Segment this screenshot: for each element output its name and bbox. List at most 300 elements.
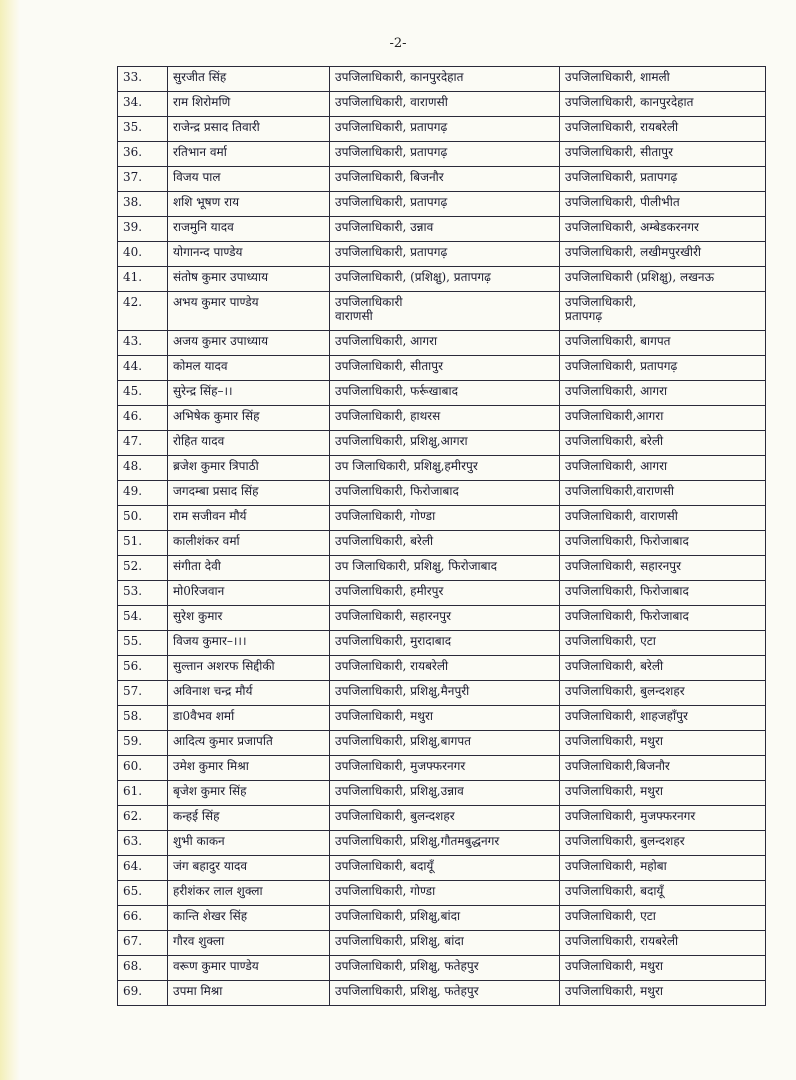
current-posting-cell	[330, 167, 560, 192]
new-posting-cell-text: उपजिलाधिकारी, बागपत	[565, 334, 671, 348]
officer-name-cell-text: कालीशंकर वर्मा	[173, 534, 240, 548]
serial-number-cell	[118, 631, 168, 656]
current-posting-cell	[330, 981, 560, 1006]
new-posting-cell-text: उपजिलाधिकारी, बरेली	[565, 659, 664, 673]
officer-name-cell	[168, 981, 330, 1006]
current-posting-cell-text: उपजिलाधिकारी, बिजनौर	[335, 170, 444, 184]
current-posting-cell-text: उपजिलाधिकारी, हमीरपुर	[335, 584, 444, 598]
serial-number-cell	[118, 581, 168, 606]
new-posting-cell-text: उपजिलाधिकारी, प्रतापगढ़	[565, 359, 678, 373]
table-row	[118, 781, 766, 806]
new-posting-cell-text: उपजिलाधिकारी, प्रतापगढ़	[565, 170, 678, 184]
new-posting-cell-text: उपजिलाधिकारी, सहारनपुर	[565, 559, 681, 573]
officer-name-cell-text: अजय कुमार उपाध्याय	[173, 334, 269, 348]
new-posting-cell	[560, 356, 766, 381]
current-posting-cell-text: उपजिलाधिकारी, बदायूँ	[335, 859, 434, 873]
serial-number-cell	[118, 606, 168, 631]
serial-number-cell-text: 36.	[123, 145, 143, 159]
current-posting-cell-text: उपजिलाधिकारी, मुजफ्फरनगर	[335, 759, 466, 773]
table-row	[118, 706, 766, 731]
current-posting-cell	[330, 431, 560, 456]
table-row	[118, 506, 766, 531]
officer-name-cell-text: अविनाश चन्द्र मौर्य	[173, 684, 253, 698]
new-posting-cell-text-line2: प्रतापगढ़	[565, 309, 603, 323]
table-row	[118, 481, 766, 506]
officer-name-cell	[168, 481, 330, 506]
officer-name-cell	[168, 142, 330, 167]
officer-name-cell	[168, 531, 330, 556]
officer-name-cell	[168, 192, 330, 217]
officer-name-cell	[168, 831, 330, 856]
current-posting-cell-text: उपजिलाधिकारी, फिरोजाबाद	[335, 484, 459, 498]
table-row	[118, 956, 766, 981]
table-row	[118, 531, 766, 556]
current-posting-cell	[330, 531, 560, 556]
new-posting-cell	[560, 606, 766, 631]
serial-number-cell-text: 38.	[123, 195, 143, 209]
officer-name-cell-text: बृजेश कुमार सिंह	[173, 784, 247, 798]
officer-name-cell-text: मो0रिजवान	[173, 584, 225, 598]
new-posting-cell	[560, 956, 766, 981]
serial-number-cell	[118, 167, 168, 192]
officer-name-cell	[168, 881, 330, 906]
officer-name-cell	[168, 92, 330, 117]
serial-number-cell-text: 49.	[123, 484, 143, 498]
current-posting-cell-text: उपजिलाधिकारी, प्रतापगढ़	[335, 245, 448, 259]
current-posting-cell-text: उपजिलाधिकारी, रायबरेली	[335, 659, 449, 673]
table-row	[118, 117, 766, 142]
new-posting-cell-text: उपजिलाधिकारी, बदायूँ	[565, 884, 664, 898]
serial-number-cell-text: 48.	[123, 459, 143, 473]
officer-name-cell-text: रोहित यादव	[173, 434, 225, 448]
table-row	[118, 142, 766, 167]
table-row	[118, 556, 766, 581]
new-posting-cell-text: उपजिलाधिकारी, फिरोजाबाद	[565, 534, 689, 548]
table-row	[118, 331, 766, 356]
officer-name-cell	[168, 67, 330, 92]
new-posting-cell	[560, 481, 766, 506]
serial-number-cell	[118, 267, 168, 292]
current-posting-cell	[330, 192, 560, 217]
current-posting-cell	[330, 117, 560, 142]
officer-name-cell-text: उपमा मिश्रा	[173, 984, 223, 998]
new-posting-cell-text: उपजिलाधिकारी, सीतापुर	[565, 145, 673, 159]
officer-name-cell	[168, 606, 330, 631]
current-posting-cell-text: उपजिलाधिकारी, प्रशिक्षु,बांदा	[335, 909, 461, 923]
current-posting-cell-text: उप जिलाधिकारी, प्रशिक्षु, फिरोजाबाद	[335, 559, 497, 573]
officer-name-cell-text: कन्हई सिंह	[173, 809, 220, 823]
table-row	[118, 756, 766, 781]
table-row	[118, 242, 766, 267]
officer-name-cell-text: उमेश कुमार मिश्रा	[173, 759, 249, 773]
serial-number-cell-text: 58.	[123, 709, 143, 723]
current-posting-cell-text: उपजिलाधिकारी, सीतापुर	[335, 359, 443, 373]
current-posting-cell	[330, 731, 560, 756]
new-posting-cell	[560, 292, 766, 331]
serial-number-cell-text: 69.	[123, 984, 143, 998]
serial-number-cell-text: 65.	[123, 884, 143, 898]
table-row	[118, 931, 766, 956]
current-posting-cell	[330, 931, 560, 956]
serial-number-cell	[118, 481, 168, 506]
serial-number-cell	[118, 731, 168, 756]
current-posting-cell	[330, 681, 560, 706]
current-posting-cell-text: उपजिलाधिकारी, प्रशिक्षु,उन्नाव	[335, 784, 464, 798]
new-posting-cell-text: उपजिलाधिकारी, कानपुरदेहात	[565, 95, 694, 109]
current-posting-cell	[330, 67, 560, 92]
serial-number-cell-text: 68.	[123, 959, 143, 973]
table-row	[118, 406, 766, 431]
current-posting-cell-text: उप जिलाधिकारी, प्रशिक्षु,हमीरपुर	[335, 459, 478, 473]
officer-name-cell-text: संतोष कुमार उपाध्याय	[173, 270, 269, 284]
current-posting-cell	[330, 481, 560, 506]
officer-name-cell-text: गौरव शुक्ला	[173, 934, 225, 948]
officer-name-cell	[168, 756, 330, 781]
serial-number-cell-text: 59.	[123, 734, 143, 748]
serial-number-cell	[118, 831, 168, 856]
serial-number-cell	[118, 656, 168, 681]
current-posting-cell-text: उपजिलाधिकारी, मुरादाबाद	[335, 634, 452, 648]
serial-number-cell-text: 55.	[123, 634, 143, 648]
officer-name-cell	[168, 656, 330, 681]
officer-name-cell	[168, 906, 330, 931]
current-posting-cell	[330, 806, 560, 831]
serial-number-cell	[118, 381, 168, 406]
new-posting-cell	[560, 217, 766, 242]
officer-name-cell	[168, 856, 330, 881]
serial-number-cell-text: 54.	[123, 609, 143, 623]
serial-number-cell	[118, 931, 168, 956]
current-posting-cell	[330, 267, 560, 292]
current-posting-cell-text: उपजिलाधिकारी, (प्रशिक्षु), प्रतापगढ़	[335, 270, 491, 284]
current-posting-cell	[330, 706, 560, 731]
new-posting-cell	[560, 531, 766, 556]
new-posting-cell	[560, 556, 766, 581]
serial-number-cell-text: 66.	[123, 909, 143, 923]
new-posting-cell	[560, 67, 766, 92]
table-row	[118, 606, 766, 631]
current-posting-cell-text: उपजिलाधिकारी, कानपुरदेहात	[335, 70, 464, 84]
serial-number-cell-text: 47.	[123, 434, 143, 448]
new-posting-cell	[560, 331, 766, 356]
new-posting-cell-text: उपजिलाधिकारी, मथुरा	[565, 984, 663, 998]
new-posting-cell-text: उपजिलाधिकारी,वाराणसी	[565, 484, 674, 498]
new-posting-cell	[560, 192, 766, 217]
serial-number-cell-text: 67.	[123, 934, 143, 948]
serial-number-cell	[118, 242, 168, 267]
new-posting-cell-text: उपजिलाधिकारी, शाहजहाँपुर	[565, 709, 688, 723]
current-posting-cell	[330, 381, 560, 406]
serial-number-cell-text: 61.	[123, 784, 143, 798]
new-posting-cell	[560, 631, 766, 656]
officer-name-cell	[168, 331, 330, 356]
current-posting-cell	[330, 331, 560, 356]
officer-name-cell	[168, 217, 330, 242]
officer-name-cell	[168, 631, 330, 656]
serial-number-cell-text: 45.	[123, 384, 143, 398]
serial-number-cell-text: 46.	[123, 409, 143, 423]
officer-name-cell-text: जंग बहादुर यादव	[173, 859, 248, 873]
new-posting-cell-text: उपजिलाधिकारी, वाराणसी	[565, 509, 678, 523]
new-posting-cell	[560, 242, 766, 267]
new-posting-cell-text: उपजिलाधिकारी, रायबरेली	[565, 120, 679, 134]
officer-name-cell-text: विजय पाल	[173, 170, 221, 184]
serial-number-cell-text: 62.	[123, 809, 143, 823]
serial-number-cell	[118, 556, 168, 581]
current-posting-cell-text-line2: वाराणसी	[335, 309, 373, 323]
officer-name-cell	[168, 431, 330, 456]
serial-number-cell-text: 51.	[123, 534, 143, 548]
officer-name-cell-text: सुरेन्द्र सिंह–।।	[173, 384, 233, 398]
serial-number-cell	[118, 67, 168, 92]
serial-number-cell	[118, 531, 168, 556]
officer-name-cell	[168, 117, 330, 142]
current-posting-cell-text: उपजिलाधिकारी, सहारनपुर	[335, 609, 451, 623]
new-posting-cell-text: उपजिलाधिकारी, आगरा	[565, 384, 668, 398]
new-posting-cell-text: उपजिलाधिकारी, पीलीभीत	[565, 195, 680, 209]
officer-name-cell	[168, 267, 330, 292]
serial-number-cell	[118, 856, 168, 881]
current-posting-cell-text: उपजिलाधिकारी, प्रशिक्षु,मैनपुरी	[335, 684, 470, 698]
table-row	[118, 906, 766, 931]
current-posting-cell-text: उपजिलाधिकारी, गोण्डा	[335, 509, 436, 523]
officer-name-cell-text: सुल्तान अशरफ सिद्दीकी	[173, 659, 275, 673]
officer-name-cell-text: सुरेश कुमार	[173, 609, 223, 623]
table-row	[118, 67, 766, 92]
new-posting-cell	[560, 167, 766, 192]
serial-number-cell	[118, 431, 168, 456]
serial-number-cell	[118, 756, 168, 781]
table-row	[118, 981, 766, 1006]
current-posting-cell-text: उपजिलाधिकारी, वाराणसी	[335, 95, 448, 109]
new-posting-cell	[560, 881, 766, 906]
current-posting-cell-text: उपजिलाधिकारी, प्रशिक्षु, बांदा	[335, 934, 464, 948]
serial-number-cell-text: 50.	[123, 509, 143, 523]
serial-number-cell	[118, 981, 168, 1006]
new-posting-cell-text: उपजिलाधिकारी, मथुरा	[565, 784, 663, 798]
new-posting-cell-text: उपजिलाधिकारी, फिरोजाबाद	[565, 609, 689, 623]
new-posting-cell-text: उपजिलाधिकारी, बुलन्दशहर	[565, 834, 685, 848]
serial-number-cell-text: 52.	[123, 559, 143, 573]
officer-name-cell-text: राजमुनि यादव	[173, 220, 234, 234]
page-edge-shading	[0, 0, 20, 1080]
transfer-table	[117, 66, 766, 1006]
officer-name-cell-text: अभय कुमार पाण्डेय	[173, 295, 259, 309]
new-posting-cell	[560, 92, 766, 117]
officer-name-cell-text: शशि भूषण राय	[173, 195, 240, 209]
serial-number-cell-text: 33.	[123, 70, 143, 84]
new-posting-cell	[560, 856, 766, 881]
officer-name-cell-text: संगीता देवी	[173, 559, 221, 573]
table-row	[118, 167, 766, 192]
current-posting-cell-text: उपजिलाधिकारी, प्रशिक्षु,बागपत	[335, 734, 471, 748]
current-posting-cell	[330, 506, 560, 531]
table-row	[118, 456, 766, 481]
current-posting-cell	[330, 856, 560, 881]
new-posting-cell	[560, 706, 766, 731]
serial-number-cell	[118, 456, 168, 481]
current-posting-cell	[330, 217, 560, 242]
officer-name-cell	[168, 956, 330, 981]
current-posting-cell-text: उपजिलाधिकारी, उन्नाव	[335, 220, 434, 234]
current-posting-cell	[330, 781, 560, 806]
new-posting-cell	[560, 806, 766, 831]
new-posting-cell-text: उपजिलाधिकारी, बुलन्दशहर	[565, 684, 685, 698]
current-posting-cell-text: उपजिलाधिकारी, गोण्डा	[335, 884, 436, 898]
current-posting-cell	[330, 581, 560, 606]
officer-name-cell	[168, 456, 330, 481]
table-row	[118, 881, 766, 906]
serial-number-cell	[118, 142, 168, 167]
current-posting-cell	[330, 406, 560, 431]
new-posting-cell	[560, 831, 766, 856]
new-posting-cell	[560, 756, 766, 781]
serial-number-cell	[118, 217, 168, 242]
officer-name-cell-text: कान्ति शेखर सिंह	[173, 909, 248, 923]
new-posting-cell	[560, 656, 766, 681]
new-posting-cell-text: उपजिलाधिकारी, एटा	[565, 634, 656, 648]
officer-name-cell-text: रतिभान वर्मा	[173, 145, 227, 159]
current-posting-cell-text: उपजिलाधिकारी, हाथरस	[335, 409, 441, 423]
current-posting-cell-text: उपजिलाधिकारी, प्रतापगढ़	[335, 120, 448, 134]
transfer-table-body	[118, 67, 766, 1006]
new-posting-cell	[560, 931, 766, 956]
serial-number-cell	[118, 956, 168, 981]
officer-name-cell	[168, 731, 330, 756]
officer-name-cell-text: राजेन्द्र प्रसाद तिवारी	[173, 120, 260, 134]
officer-name-cell-text: हरीशंकर लाल शुक्ला	[173, 884, 263, 898]
new-posting-cell-text: उपजिलाधिकारी, बरेली	[565, 434, 664, 448]
officer-name-cell-text: डा0वैभव शर्मा	[173, 709, 235, 723]
table-row	[118, 217, 766, 242]
new-posting-cell-text: उपजिलाधिकारी, लखीमपुरखीरी	[565, 245, 702, 259]
new-posting-cell-text: उपजिलाधिकारी, रायबरेली	[565, 934, 679, 948]
officer-name-cell-text: विजय कुमार–।।।	[173, 634, 247, 648]
new-posting-cell	[560, 981, 766, 1006]
serial-number-cell	[118, 192, 168, 217]
serial-number-cell	[118, 117, 168, 142]
current-posting-cell	[330, 606, 560, 631]
serial-number-cell-text: 60.	[123, 759, 143, 773]
current-posting-cell-text: उपजिलाधिकारी	[335, 295, 403, 309]
officer-name-cell-text: राम सजीवन मौर्य	[173, 509, 247, 523]
officer-name-cell-text: अभिषेक कुमार सिंह	[173, 409, 260, 423]
current-posting-cell-text: उपजिलाधिकारी, प्रतापगढ़	[335, 145, 448, 159]
serial-number-cell	[118, 292, 168, 331]
officer-name-cell-text: योगानन्द पाण्डेय	[173, 245, 243, 259]
officer-name-cell-text: ब्रजेश कुमार त्रिपाठी	[173, 459, 259, 473]
new-posting-cell-text: उपजिलाधिकारी,	[565, 295, 637, 309]
table-row	[118, 806, 766, 831]
new-posting-cell	[560, 906, 766, 931]
new-posting-cell-text: उपजिलाधिकारी,बिजनौर	[565, 759, 670, 773]
new-posting-cell	[560, 681, 766, 706]
new-posting-cell-text: उपजिलाधिकारी (प्रशिक्षु), लखनऊ	[565, 270, 715, 284]
officer-name-cell-text: सुरजीत सिंह	[173, 70, 227, 84]
serial-number-cell-text: 34.	[123, 95, 143, 109]
current-posting-cell-text: उपजिलाधिकारी, बरेली	[335, 534, 434, 548]
serial-number-cell-text: 63.	[123, 834, 143, 848]
table-row	[118, 292, 766, 331]
current-posting-cell	[330, 142, 560, 167]
current-posting-cell	[330, 92, 560, 117]
officer-name-cell	[168, 931, 330, 956]
officer-name-cell	[168, 292, 330, 331]
officer-name-cell-text: आदित्य कुमार प्रजापति	[173, 734, 273, 748]
serial-number-cell-text: 64.	[123, 859, 143, 873]
table-row	[118, 656, 766, 681]
current-posting-cell	[330, 356, 560, 381]
serial-number-cell-text: 40.	[123, 245, 143, 259]
current-posting-cell	[330, 831, 560, 856]
new-posting-cell-text: उपजिलाधिकारी, आगरा	[565, 459, 668, 473]
current-posting-cell	[330, 881, 560, 906]
serial-number-cell-text: 37.	[123, 170, 143, 184]
table-row	[118, 681, 766, 706]
new-posting-cell	[560, 781, 766, 806]
officer-name-cell	[168, 381, 330, 406]
officer-name-cell	[168, 167, 330, 192]
table-row	[118, 856, 766, 881]
current-posting-cell	[330, 956, 560, 981]
current-posting-cell	[330, 456, 560, 481]
officer-name-cell	[168, 556, 330, 581]
officer-name-cell-text: जगदम्बा प्रसाद सिंह	[173, 484, 259, 498]
new-posting-cell	[560, 506, 766, 531]
new-posting-cell-text: उपजिलाधिकारी, एटा	[565, 909, 656, 923]
new-posting-cell-text: उपजिलाधिकारी,आगरा	[565, 409, 664, 423]
serial-number-cell-text: 41.	[123, 270, 143, 284]
current-posting-cell	[330, 656, 560, 681]
officer-name-cell	[168, 356, 330, 381]
current-posting-cell-text: उपजिलाधिकारी, मथुरा	[335, 709, 433, 723]
table-row	[118, 356, 766, 381]
table-row	[118, 92, 766, 117]
table-row	[118, 267, 766, 292]
serial-number-cell-text: 35.	[123, 120, 143, 134]
officer-name-cell	[168, 406, 330, 431]
serial-number-cell	[118, 92, 168, 117]
current-posting-cell-text: उपजिलाधिकारी, प्रशिक्षु,आगरा	[335, 434, 468, 448]
serial-number-cell	[118, 356, 168, 381]
current-posting-cell-text: उपजिलाधिकारी, प्रशिक्षु,गौतमबुद्धनगर	[335, 834, 500, 848]
serial-number-cell-text: 56.	[123, 659, 143, 673]
table-row	[118, 431, 766, 456]
current-posting-cell	[330, 631, 560, 656]
officer-name-cell	[168, 242, 330, 267]
current-posting-cell-text: उपजिलाधिकारी, फर्रूखाबाद	[335, 384, 458, 398]
serial-number-cell	[118, 906, 168, 931]
serial-number-cell	[118, 681, 168, 706]
serial-number-cell-text: 44.	[123, 359, 143, 373]
current-posting-cell	[330, 242, 560, 267]
current-posting-cell	[330, 292, 560, 331]
serial-number-cell	[118, 406, 168, 431]
new-posting-cell-text: उपजिलाधिकारी, शामली	[565, 70, 670, 84]
table-row	[118, 381, 766, 406]
current-posting-cell-text: उपजिलाधिकारी, आगरा	[335, 334, 438, 348]
current-posting-cell	[330, 906, 560, 931]
new-posting-cell-text: उपजिलाधिकारी, महोबा	[565, 859, 667, 873]
page-number: -2-	[389, 36, 407, 51]
new-posting-cell	[560, 431, 766, 456]
officer-name-cell	[168, 781, 330, 806]
new-posting-cell	[560, 456, 766, 481]
officer-name-cell-text: कोमल यादव	[173, 359, 228, 373]
officer-name-cell	[168, 681, 330, 706]
new-posting-cell	[560, 117, 766, 142]
new-posting-cell	[560, 381, 766, 406]
